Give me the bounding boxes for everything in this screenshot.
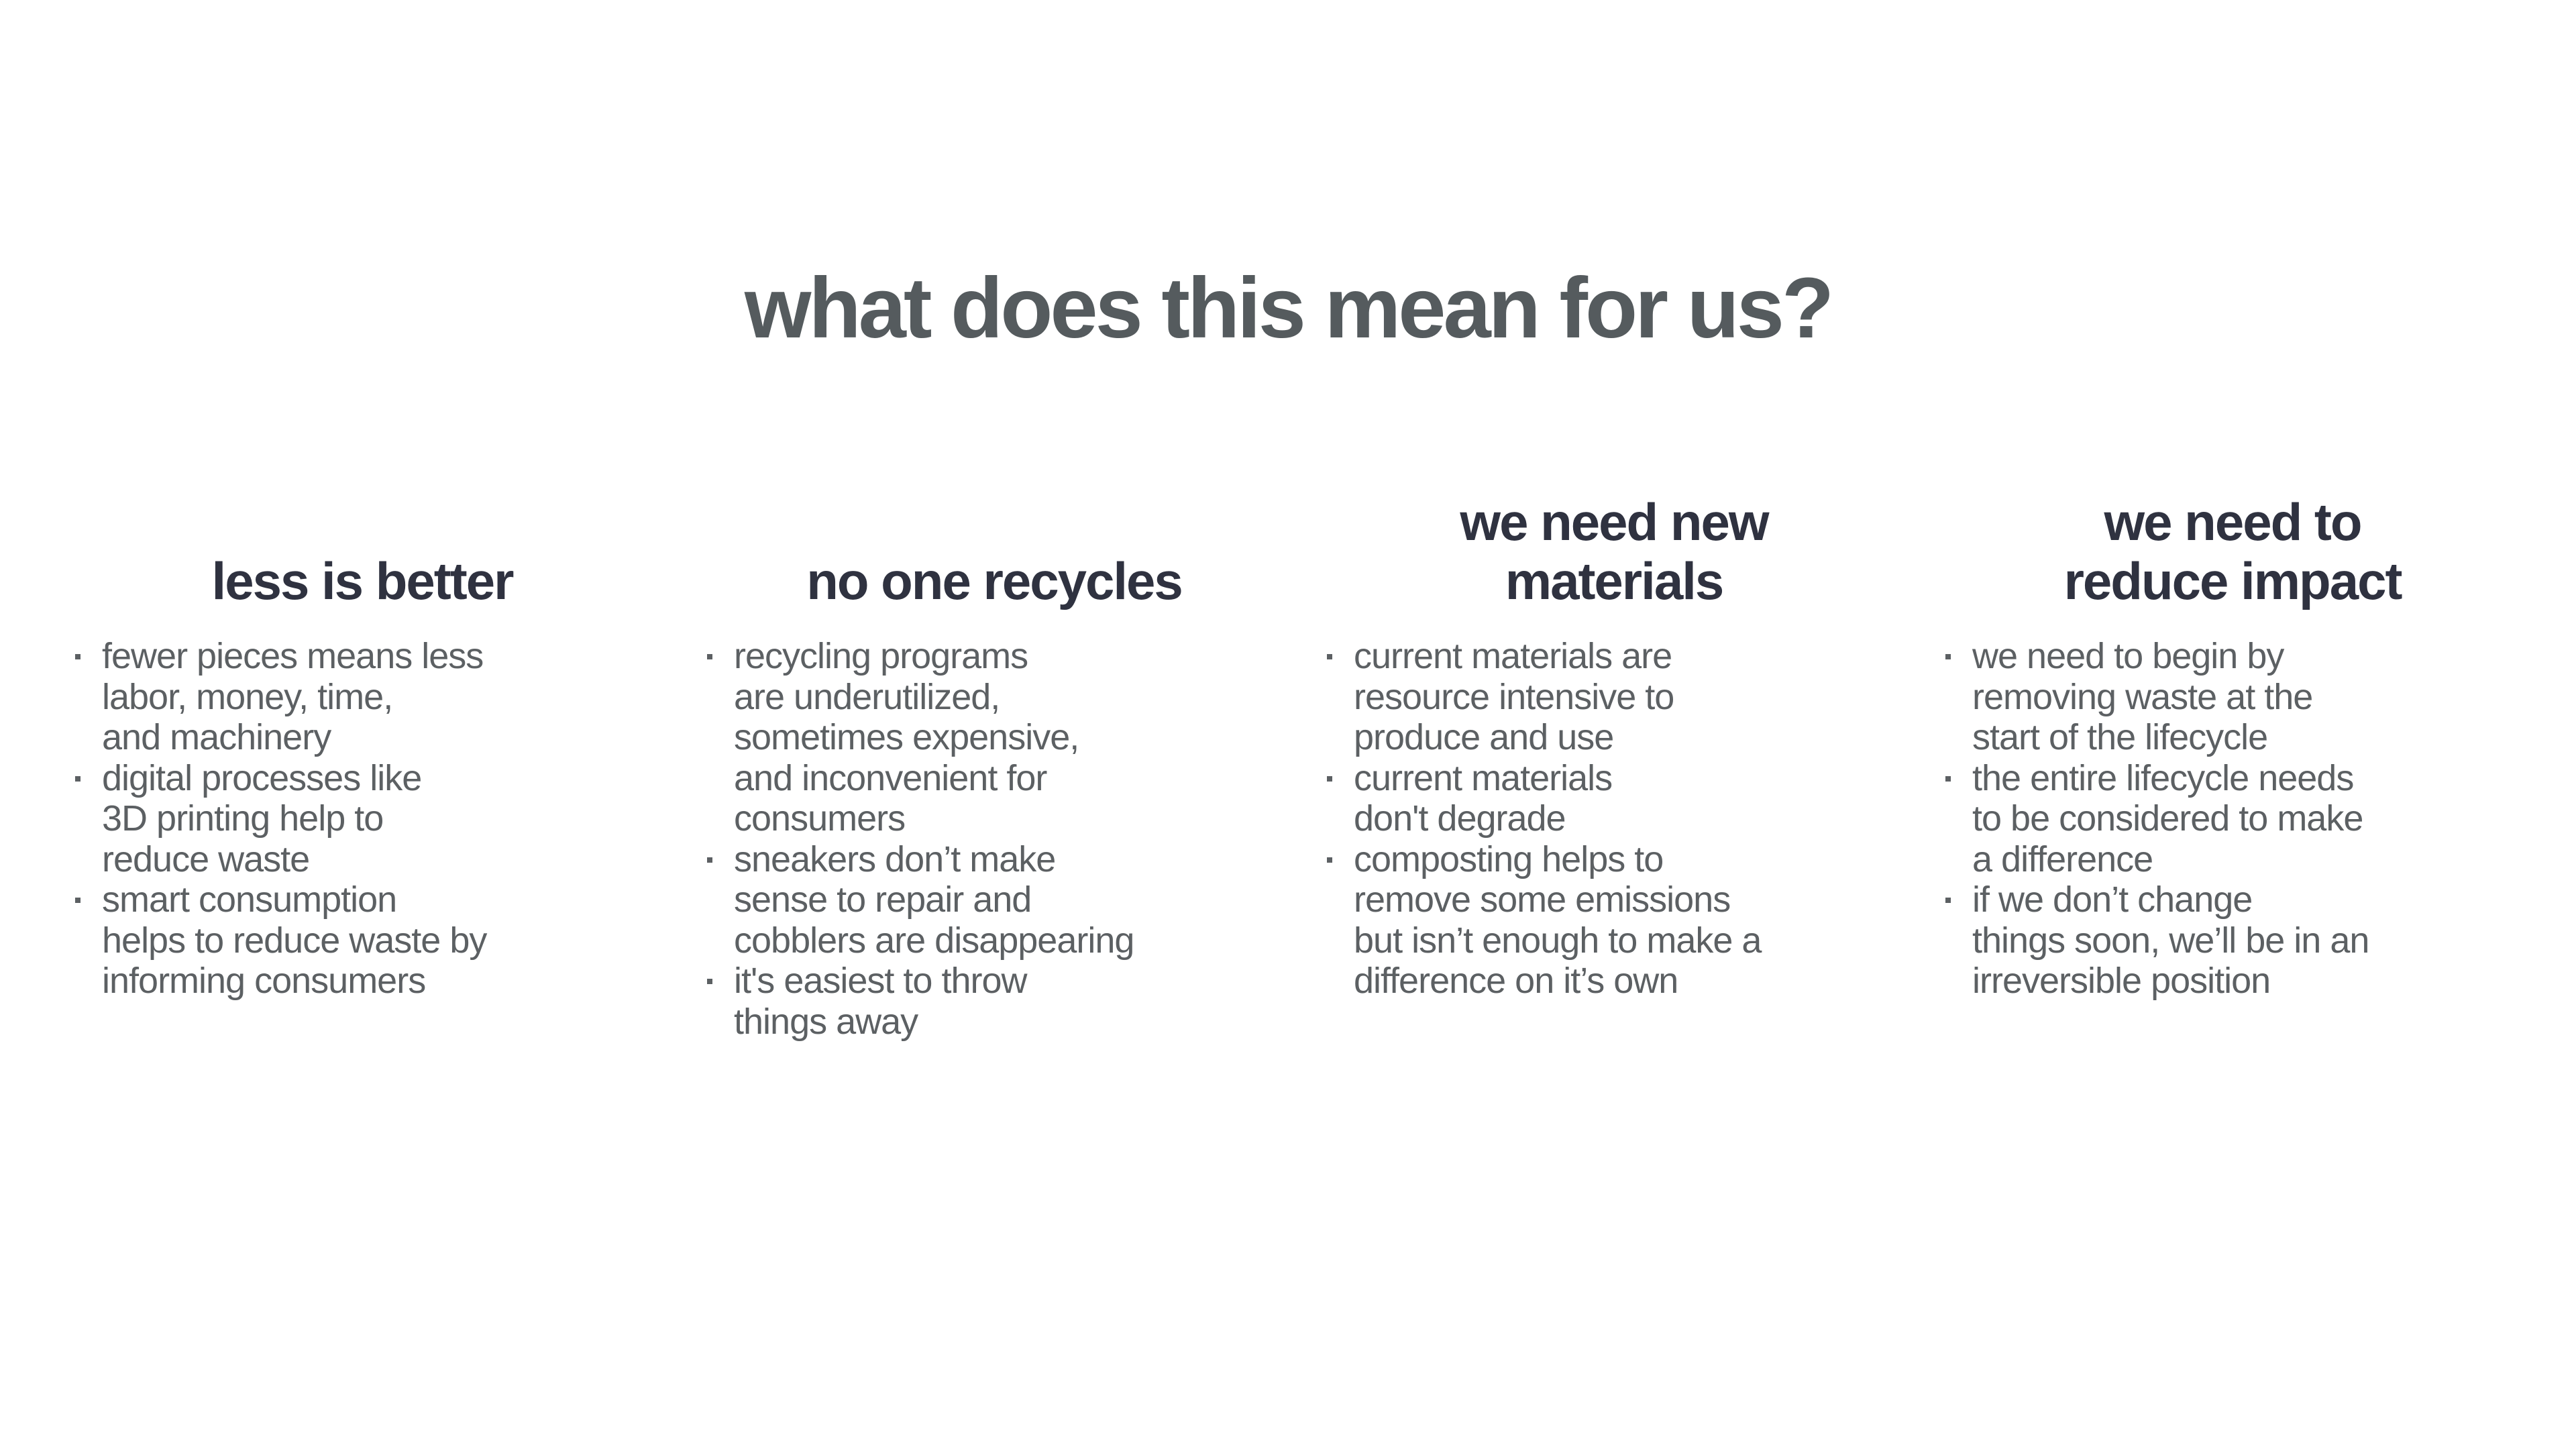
bullet-item [706,961,1283,1042]
bullet-item [1944,636,2521,758]
bullet-text-line: recycling programs [734,636,1028,676]
bullet-text-line: if we don’t change [1972,879,2253,920]
bullet-text-line: smart consumption [102,879,397,920]
slide-title: what does this mean for us? [744,260,1832,356]
column-no-one-recycles [706,490,1283,1042]
bullet-item [74,758,651,880]
bullet-text-line: the entire lifecycle needs [1972,757,2354,798]
square-bullet-icon [1327,857,1332,863]
column-we-need-to-reduce-impact [1944,490,2521,1002]
square-bullet-icon [1327,776,1332,782]
column-heading-line: we need new [1460,492,1768,551]
bullet-text-line: and inconvenient for [734,757,1047,798]
bullet-text-line: are underutilized, [734,676,1000,717]
bullet-text-line: helps to reduce waste by [102,920,487,961]
bullet-text-line: to be considered to make [1972,798,2363,839]
bullet-text-line: current materials are [1354,636,1672,676]
square-bullet-icon [75,898,80,903]
column-heading-line: no one recycles [806,551,1182,610]
column-less-is-better [74,490,651,1002]
bullet-text-line: start of the lifecycle [1972,717,2268,757]
column-we-need-new-materials [1326,490,1902,1002]
bullet-item [74,879,651,1002]
bullet-list [74,636,651,1002]
column-heading [1326,490,1902,610]
bullet-item [1326,839,1902,1002]
column-heading [74,490,651,610]
column-heading-line: we need to [2104,492,2361,551]
bullet-text-line: cobblers are disappearing [734,920,1134,961]
square-bullet-icon [1945,654,1951,659]
bullet-text-line: don't degrade [1354,798,1566,839]
square-bullet-icon [75,654,80,659]
bullet-item [706,636,1283,839]
bullet-text-line: 3D printing help to [102,798,384,839]
bullet-text-line: fewer pieces means less [102,636,484,676]
bullet-item [1944,758,2521,880]
bullet-item [1944,879,2521,1002]
square-bullet-icon [707,857,712,863]
bullet-text-line: remove some emissions [1354,879,1731,920]
bullet-text-line: it's easiest to throw [734,961,1027,1001]
bullet-text-line: sneakers don’t make [734,839,1056,879]
bullet-text-line: irreversible position [1972,961,2271,1001]
bullet-text-line: composting helps to [1354,839,1664,879]
bullet-text-line: difference on it’s own [1354,961,1678,1001]
bullet-text-line: removing waste at the [1972,676,2313,717]
bullet-item [1326,636,1902,758]
bullet-text-line: labor, money, time, [102,676,393,717]
bullet-text-line: but isn’t enough to make a [1354,920,1762,961]
bullet-text-line: things away [734,1001,918,1042]
square-bullet-icon [1945,898,1951,903]
bullet-text-line: produce and use [1354,717,1614,757]
bullet-text-line: resource intensive to [1354,676,1674,717]
bullet-text-line: consumers [734,798,906,839]
bullet-text-line: we need to begin by [1972,636,2284,676]
column-heading [706,490,1283,610]
bullet-list [1326,636,1902,1002]
bullet-text-line: informing consumers [102,961,426,1001]
bullet-item [1326,758,1902,839]
bullet-text-line: digital processes like [102,757,422,798]
bullet-item [74,636,651,758]
square-bullet-icon [707,979,712,984]
bullet-text-line: reduce waste [102,839,310,879]
bullet-text-line: sometimes expensive, [734,717,1079,757]
bullet-text-line: things soon, we’ll be in an [1972,920,2369,961]
square-bullet-icon [707,654,712,659]
square-bullet-icon [75,776,80,782]
square-bullet-icon [1327,654,1332,659]
column-heading-line: reduce impact [2063,551,2402,610]
square-bullet-icon [1945,776,1951,782]
bullet-list [706,636,1283,1042]
column-heading [1944,490,2521,610]
bullet-item [706,839,1283,961]
bullet-list [1944,636,2521,1002]
bullet-text-line: and machinery [102,717,331,757]
column-heading-line: less is better [211,551,513,610]
bullet-text-line: a difference [1972,839,2153,879]
column-heading-line: materials [1505,551,1723,610]
bullet-text-line: current materials [1354,757,1613,798]
bullet-text-line: sense to repair and [734,879,1032,920]
